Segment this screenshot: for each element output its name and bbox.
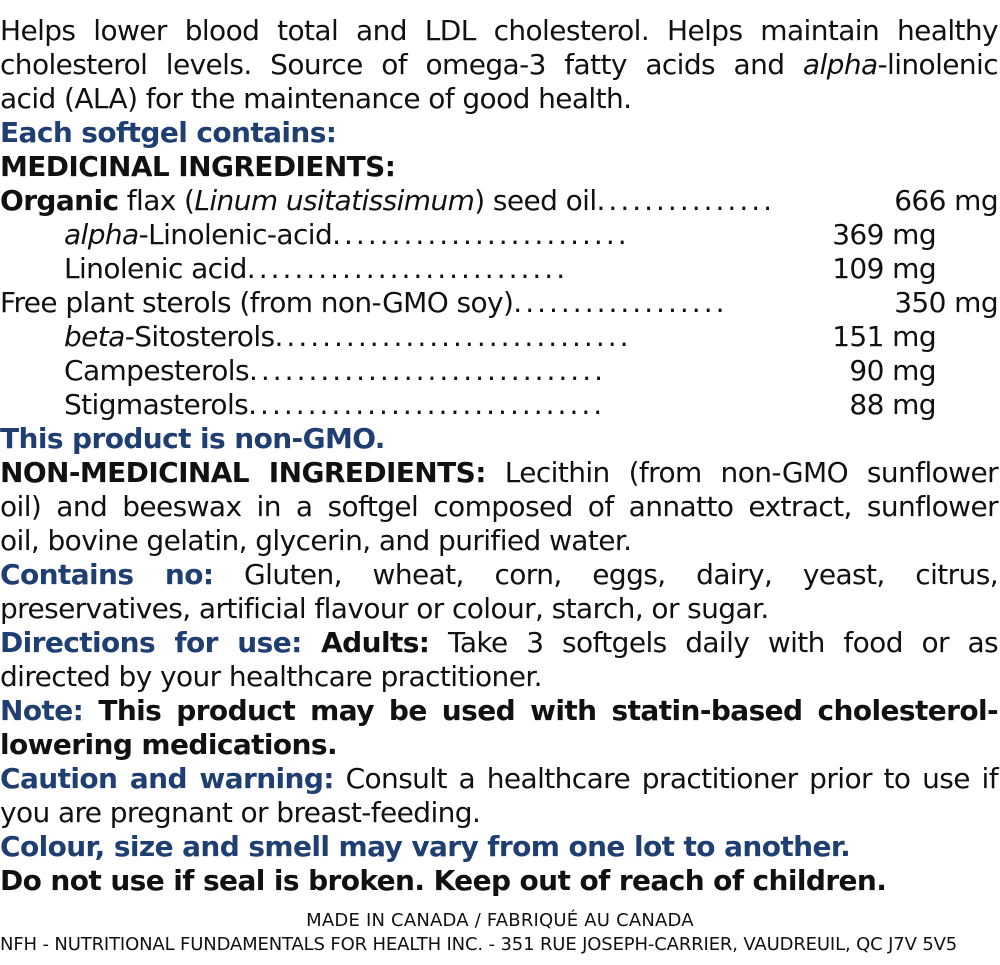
ingredient-amount: 88 mg bbox=[849, 388, 936, 421]
ingredient-amount: 369 mg bbox=[832, 218, 936, 251]
directions-line-2: directed by your healthcare practitioner. bbox=[0, 660, 542, 693]
ingredient-name: Campesterols bbox=[64, 354, 249, 387]
alpha-italic: alpha bbox=[64, 218, 139, 251]
nonmed-line-2: oil) and beeswax in a softgel composed of annatto extract, sunflower bbox=[0, 490, 998, 523]
ingredient-name: Free plant sterols (from non-GMO soy) bbox=[0, 286, 514, 319]
caution-heading: Caution and warning: bbox=[0, 762, 334, 795]
nonmed-line-1 bbox=[0, 456, 998, 490]
made-in-canada: MADE IN CANADA / FABRIQUÉ AU CANADA bbox=[306, 910, 694, 931]
non-gmo-statement: This product is non-GMO. bbox=[0, 422, 385, 455]
contains-no-heading: Contains no: bbox=[0, 558, 214, 591]
leader-dots: .................. bbox=[513, 286, 728, 319]
leader-dots: ......................... bbox=[332, 218, 630, 251]
ingredient-row-flax bbox=[0, 184, 775, 218]
note-line-2: lowering medications. bbox=[0, 728, 337, 761]
ingredient-amount: 90 mg bbox=[849, 354, 936, 387]
note-heading: Note: bbox=[0, 694, 84, 727]
nonmed-line-3: oil, bovine gelatin, glycerin, and purified water. bbox=[0, 524, 632, 557]
note-text: This product may be used with statin-based cholesterol- bbox=[83, 694, 998, 727]
intro-line-1: Helps lower blood total and LDL cholesterol. Helps maintain healthy bbox=[0, 14, 998, 47]
ingredient-name: ) seed oil bbox=[474, 184, 597, 217]
ingredient-name: Stigmasterols bbox=[64, 388, 249, 421]
nonmed-text: Lecithin (from non-GMO sunflower bbox=[485, 456, 998, 489]
ingredient-name: flax ( bbox=[118, 184, 195, 217]
organic-label: Organic bbox=[0, 184, 119, 217]
beta-italic: beta bbox=[64, 320, 125, 353]
alpha-italic: alpha bbox=[802, 48, 878, 81]
ingredient-row-linolenic bbox=[64, 252, 568, 286]
nonmed-heading: NON-MEDICINAL INGREDIENTS: bbox=[0, 456, 486, 489]
intro-line-3: acid (ALA) for the maintenance of good health. bbox=[0, 82, 632, 115]
directions-heading: Directions for use: bbox=[0, 626, 302, 659]
ingredient-row-campesterols bbox=[64, 354, 606, 388]
caution-text: Consult a healthcare practitioner prior to use if bbox=[333, 762, 998, 795]
leader-dots: .............................. bbox=[248, 388, 606, 421]
ingredient-amount: 666 mg bbox=[894, 184, 998, 217]
ingredient-name: -Sitosterols bbox=[124, 320, 275, 353]
leader-dots: ............... bbox=[596, 184, 776, 217]
seal-warning: Do not use if seal is broken. Keep out of reach of children. bbox=[0, 864, 887, 897]
ingredient-name: Linolenic acid bbox=[64, 252, 247, 285]
caution-line-1 bbox=[0, 762, 998, 796]
ingredient-amount: 109 mg bbox=[832, 252, 936, 285]
caution-line-2: you are pregnant or breast-feeding. bbox=[0, 796, 481, 829]
intro-text: -linolenic bbox=[877, 48, 998, 81]
adults-label: Adults: bbox=[301, 626, 430, 659]
ingredient-amount: 151 mg bbox=[832, 320, 936, 353]
colour-variation-note: Colour, size and smell may vary from one lot to another. bbox=[0, 830, 851, 863]
ingredient-row-sterols bbox=[0, 286, 728, 320]
medicinal-ingredients-heading: MEDICINAL INGREDIENTS: bbox=[0, 150, 396, 183]
each-softgel-heading: Each softgel contains: bbox=[0, 116, 337, 149]
ingredient-name: -Linolenic-acid bbox=[138, 218, 333, 251]
contains-no-line-1 bbox=[0, 558, 998, 592]
contains-no-text: Gluten, wheat, corn, eggs, dairy, yeast, citrus, bbox=[213, 558, 998, 591]
company-address: NFH - NUTRITIONAL FUNDAMENTALS FOR HEALTH INC. - 351 RUE JOSEPH-CARRIER, VAUDREUIL, QC J7V 5V5 bbox=[0, 934, 958, 955]
latin-name: Linum usitatissimum bbox=[194, 184, 475, 217]
directions-line-1 bbox=[0, 626, 998, 660]
directions-text: Take 3 softgels daily with food or as bbox=[429, 626, 998, 659]
leader-dots: .............................. bbox=[274, 320, 632, 353]
intro-text: cholesterol levels. Source of omega-3 fatty acids and bbox=[0, 48, 803, 81]
contains-no-line-2: preservatives, artificial flavour or colour, starch, or sugar. bbox=[0, 592, 769, 625]
ingredient-row-stigmasterols bbox=[64, 388, 605, 422]
ingredient-row-ala bbox=[64, 218, 630, 252]
ingredient-row-beta bbox=[64, 320, 632, 354]
note-line-1 bbox=[0, 694, 998, 728]
leader-dots: ........................... bbox=[246, 252, 569, 285]
ingredient-amount: 350 mg bbox=[894, 286, 998, 319]
intro-line-2 bbox=[0, 48, 998, 82]
leader-dots: .............................. bbox=[248, 354, 606, 387]
